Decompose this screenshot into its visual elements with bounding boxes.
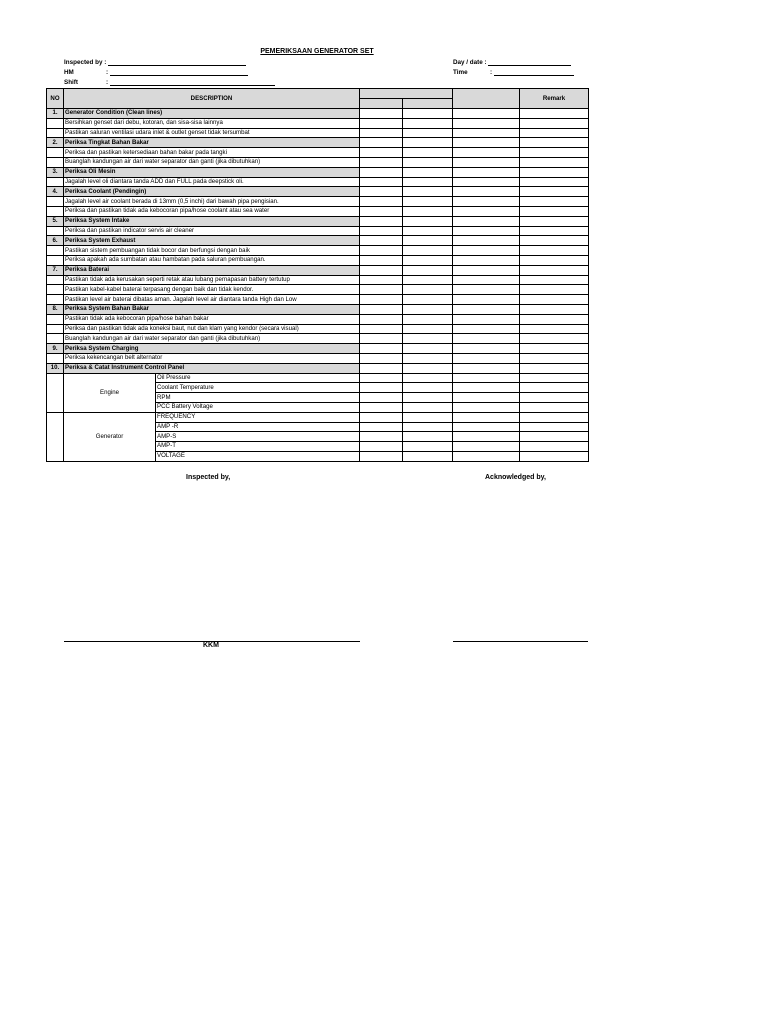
section-row: 1. Generator Condition (Clean lines): [47, 109, 589, 119]
inspected-by-label: Inspected by,: [186, 474, 231, 481]
checklist-table: [46, 88, 589, 462]
hm-field[interactable]: HM :: [64, 69, 248, 76]
col-blank-header: [453, 89, 520, 109]
table-row[interactable]: Periksa kekencangan belt alternator: [47, 353, 589, 363]
section-row: 9. Periksa System Charging: [47, 344, 589, 354]
generator-group-label: Generator: [64, 412, 156, 461]
table-row[interactable]: Periksa dan pastikan indicator servis air cleaner: [47, 226, 589, 236]
table-row[interactable]: Periksa apakah ada sumbatan atau hambatan pada saluran pembuangan.: [47, 255, 589, 265]
table-row[interactable]: AMP -R: [47, 422, 589, 432]
day-date-line: [488, 59, 571, 66]
table-row[interactable]: Pastikan kabel-kabel baterai terpasang dengan baik dan tidak kendor.: [47, 285, 589, 295]
table-row[interactable]: Jagalah level air coolant berada di 13mm (0,5 inchi) dari bawah pipa pengisian.: [47, 197, 589, 207]
section-row: 5. Periksa System Intake: [47, 216, 589, 226]
table-row[interactable]: Pastikan sistem pembuangan tidak bocor dan berfungsi dengan baik: [47, 246, 589, 256]
shift-field[interactable]: Shift :: [64, 79, 275, 86]
table-row[interactable]: AMP-S: [47, 432, 589, 442]
table-row[interactable]: VOLTAGE: [47, 451, 589, 461]
time-field[interactable]: Time :: [453, 69, 574, 76]
table-row[interactable]: Pastikan saluran ventilasi udara inlet & outlet genset tidak tersumbat: [47, 128, 589, 138]
table-row[interactable]: RPM: [47, 393, 589, 403]
section-row: 8. Periksa System Bahan Bakar: [47, 304, 589, 314]
col-remark-header: Remark: [520, 89, 589, 109]
table-row[interactable]: Jagalah level oli diantara tanda ADD dan FULL pada deepstick oli.: [47, 177, 589, 187]
table-row[interactable]: PCC Battery Voltage: [47, 402, 589, 412]
section-row: 6. Periksa System Exhaust: [47, 236, 589, 246]
col-check-a-header: [360, 99, 403, 109]
col-check-header: [360, 89, 453, 99]
table-row[interactable]: Coolant Temperature: [47, 383, 589, 393]
shift-line: [110, 79, 275, 86]
table-row[interactable]: AMP-T: [47, 442, 589, 452]
acknowledger-signature-line[interactable]: [453, 641, 588, 642]
table-row[interactable]: Generator FREQUENCY: [47, 412, 589, 422]
inspected-by-field[interactable]: Inspected by :: [64, 59, 246, 66]
table-row[interactable]: Bersihkan genset dari debu, kotoran, dan sisa-sisa lainnya: [47, 118, 589, 128]
page-title: PEMERIKSAAN GENERATOR SET: [260, 48, 374, 55]
table-row[interactable]: Pastikan tidak ada kebocoran pipa/hose bahan bakar: [47, 314, 589, 324]
table-row[interactable]: Periksa dan pastikan ketersediaan bahan bakar pada tangki: [47, 148, 589, 158]
kkm-label: KKM: [203, 642, 219, 649]
section-row: 2. Periksa Tingkat Bahan Bakar: [47, 138, 589, 148]
table-row[interactable]: Buanglah kandungan air dari water separator dan ganti (jika dibutuhkan): [47, 334, 589, 344]
table-row[interactable]: Buanglah kandungan air dari water separator dan ganti (jika dibutuhkan): [47, 157, 589, 167]
col-check-b-header: [403, 99, 453, 109]
table-row[interactable]: Pastikan tidak ada kerusakan seperti retak atau lubang pernapasan battery tertutup: [47, 275, 589, 285]
table-row[interactable]: Periksa dan pastikan tidak ada kebocoran pipa/hose coolant atau sea water: [47, 206, 589, 216]
section-row: 10. Periksa & Catat Instrument Control Panel: [47, 363, 589, 373]
section-row: 3. Periksa Oli Mesin: [47, 167, 589, 177]
hm-line: [110, 69, 248, 76]
table-row[interactable]: Engine Oil Pressure: [47, 373, 589, 383]
section-row: 4. Periksa Coolant (Pendingin): [47, 187, 589, 197]
col-description-header: DESCRIPTION: [64, 89, 360, 109]
acknowledged-by-label: Acknowledged by,: [485, 474, 546, 481]
table-row[interactable]: Pastikan level air baterai dibatas aman. Jagalah level air diantara tanda High dan Low: [47, 295, 589, 305]
time-line: [494, 69, 574, 76]
engine-group-label: Engine: [64, 373, 156, 412]
table-row[interactable]: Periksa dan pastikan tidak ada koneksi baut, nut dan klam yang kendor (secara visual): [47, 324, 589, 334]
section-row: 7. Periksa Baterai: [47, 265, 589, 275]
col-no-header: NO: [47, 89, 64, 109]
day-date-field[interactable]: Day / date :: [453, 59, 571, 66]
inspected-by-line: [108, 59, 246, 66]
